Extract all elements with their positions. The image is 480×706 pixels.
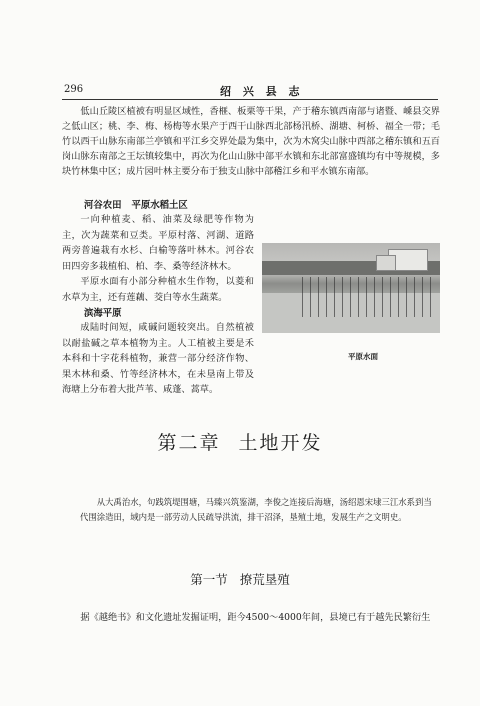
subsection-heading-river-b: 平原水稻土区 — [131, 200, 188, 211]
river-paragraph-1: 一向种植麦、稻、油菜及绿肥等作物为主，次为蔬菜和豆类。平原村落、河湖、道路两旁普遍栽有水杉、白榆等落叶林木。河谷农田四旁多栽植桕、柏、李、桑等经济林木。 — [62, 214, 254, 272]
river-paragraph-2: 平原水面有小部分种植水生作物，以菱和水草为主，还有莲藕、茭白等水生蔬菜。 — [62, 276, 254, 303]
chapter-name: 土地开发 — [238, 432, 323, 454]
photo-fence — [302, 277, 437, 317]
subsection-heading-coast: 滨海平原 — [84, 308, 122, 319]
photo-building-small — [376, 255, 396, 271]
photo-caption: 平原水面 — [348, 352, 378, 361]
header-rule — [62, 99, 438, 100]
chapter-number: 第二章 — [157, 432, 221, 454]
subsection-heading-river-a: 河谷农田 — [84, 200, 122, 211]
coast-paragraph: 成陆时间短，咸碱问题较突出。自然植被以耐盐碱之草本植物为主。人工植被主要是禾本科和十字花科植物，兼营一部分经济作物、果木林和桑、竹等经济林木，在未垦南上带及海塘上分布着大批芦苇、咸蓬、蒿草。 — [62, 322, 254, 395]
page-number: 296 — [64, 84, 84, 95]
section-name: 撩荒垦殖 — [239, 572, 290, 587]
chapter-title — [0, 428, 480, 455]
plain-water-photo — [262, 243, 440, 333]
subsection-heading-river — [84, 197, 188, 211]
section-number: 第一节 — [190, 572, 228, 587]
section-paragraph: 据《越绝书》和文化遗址发掘证明，距今4500～4000年间，县境已有于越先民繁衍生 — [80, 612, 431, 623]
body-paragraph: 低山丘陵区植被有明显区域性，香榧、板栗等干果，产于稽东镇西南部与诸暨、嵊县交界之低山区；桃、李、梅、杨梅等水果产于西干山脉西北部杨汛桥、湖塘、柯桥、福全一带；毛竹以西干山脉东南部兰亭镇和平江乡交界处最为集中，次为木窝尖山脉中西部之稽东镇和五百岗山脉东南部之王坛镇较集中，再次为化山山脉中部平水镇和东北部富盛镇均有中等规模，多块竹林集中区；成片园叶林主要分布于独支山脉中部稽江乡和平水镇东南部。 — [62, 106, 440, 177]
running-title: 绍 兴 县 志 — [220, 85, 304, 98]
section-title — [0, 570, 480, 588]
chapter-intro: 从大禹治水，句践筑堤围塘，马臻兴筑鉴湖，李俊之连接后海塘，汤绍恩宋埭三江水系到当代围涂造田，域内是一部劳动人民疏导洪流，排干沼泽，垦殖土地，发展生产之文明史。 — [80, 497, 432, 522]
